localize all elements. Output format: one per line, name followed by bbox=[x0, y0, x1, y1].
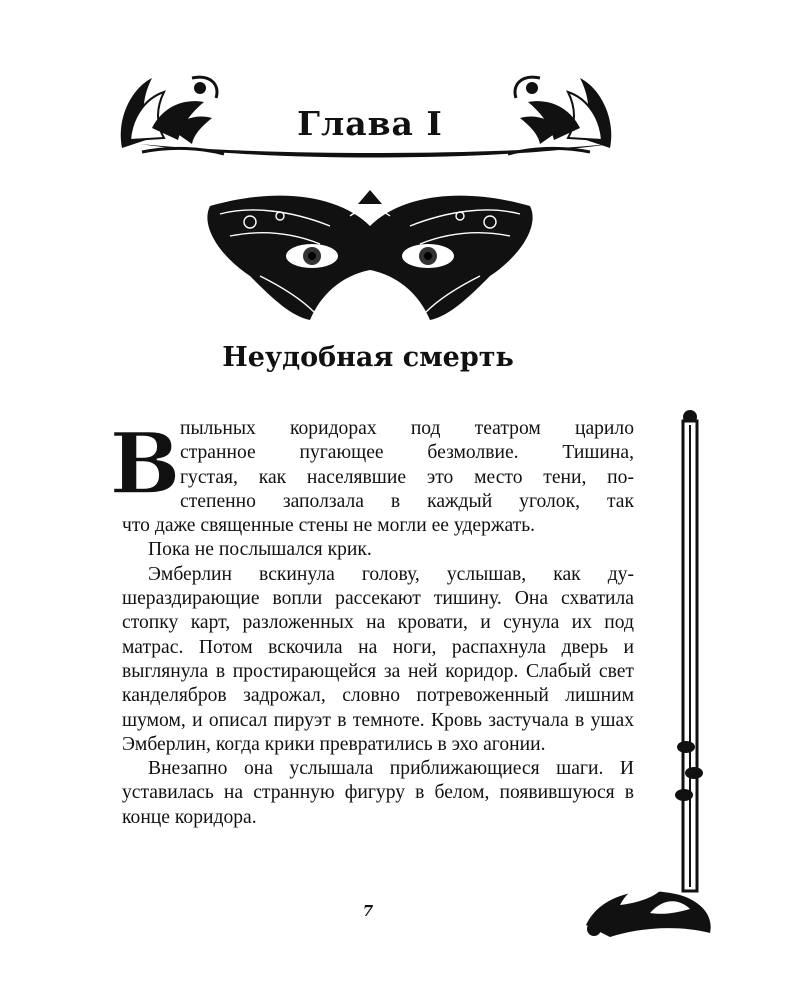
masquerade-mask-icon bbox=[190, 186, 550, 326]
paragraph: Пока не послышался крик. bbox=[148, 539, 372, 561]
page-number: 7 bbox=[362, 902, 374, 920]
first-paragraph bbox=[122, 417, 634, 538]
body-text bbox=[109, 414, 634, 830]
chapter-title: Глава I bbox=[297, 104, 443, 143]
first-paragraph-line: пыльных коридорах под театром царило bbox=[180, 418, 634, 439]
section-title: Неудобная смерть bbox=[222, 342, 514, 373]
first-paragraph-line: странное пугающее безмолвие. Тишина, bbox=[180, 442, 634, 464]
vine-ornament-icon bbox=[580, 405, 720, 945]
title-underline-swoosh bbox=[140, 140, 610, 168]
first-paragraph-line: степенно заползала в каждый уголок, так bbox=[180, 490, 634, 512]
drop-cap-letter bbox=[109, 414, 181, 513]
paragraph: Эмберлин вскинула голову, услышав, как душераздирающие вопли рассекают тишину. Она схватила стопку карт, разложенных на кровати, и сунула их под матрас. Потом вскочила на ноги, распахнула дверь и выглянула в простирающейся за ней коридор. Слабый свет канделябров задрожал, словно потревоженный лишним шумом, и описал пируэт в темноте. Кровь застучала в ушах Эмберлин, когда крики превратились в эхо агонии. bbox=[122, 563, 634, 755]
first-paragraph-line: густая, как населявшие это место тени, по- bbox=[180, 466, 634, 488]
paragraph: Внезапно она услышала приближающиеся шаги. И уставилась на странную фигуру в белом, появившуюся в конце коридора. bbox=[122, 758, 634, 828]
svg-text:В: В bbox=[109, 414, 181, 513]
first-paragraph-line: что даже священные стены не могли ее удержать. bbox=[122, 515, 536, 537]
